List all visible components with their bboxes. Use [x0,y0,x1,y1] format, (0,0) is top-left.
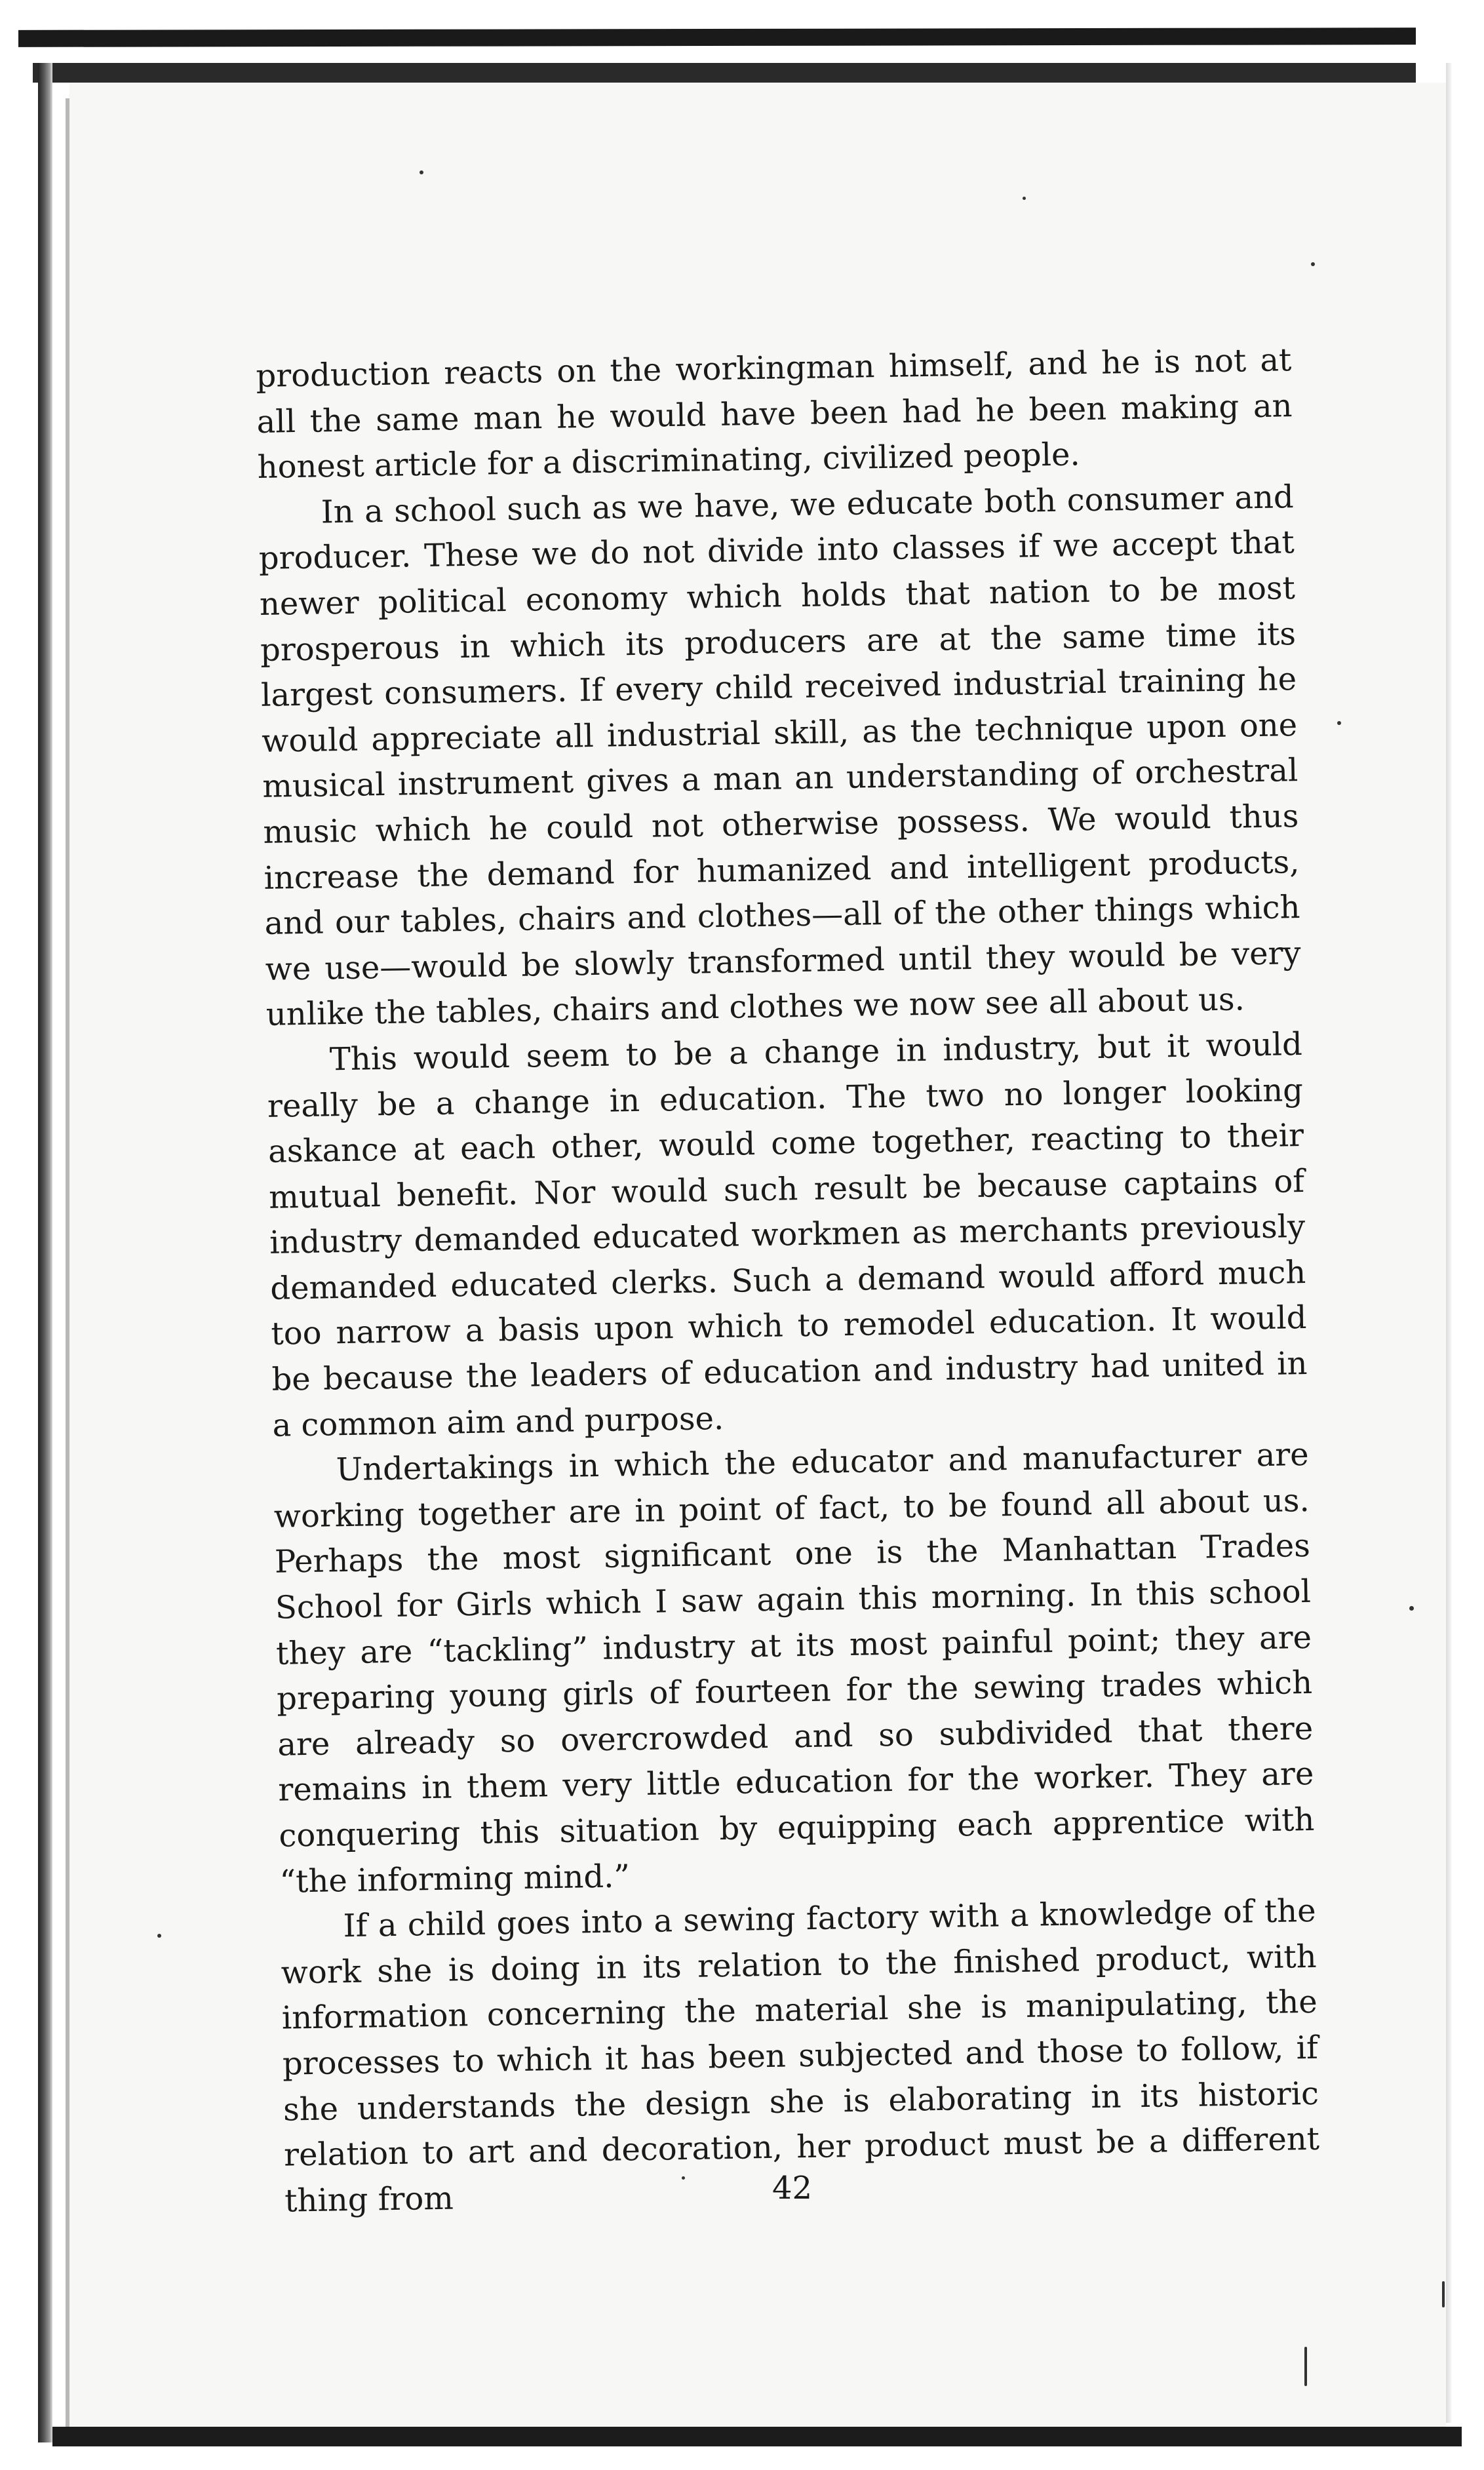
body-text [256,338,1321,2224]
paragraph-2: In a school such as we have, we educate both consumer and producer. These we do not divide into classes if we accept that newer political economy which holds that nation to be most prosperous in which its producers are at the same time its largest consumers. If every child received industrial training he would appreciate all industrial skill, as the technique upon one musical instrument gives a man an understanding of orchestral music which he could not otherwise possess. We would thus increase the demand for humanized and intelligent products, and our tables, chairs and clothes—all of the other things which we use—would be slowly transformed until they would be very unlike the tables, chairs and clothes we now see all about us. [258,478,1301,1034]
scan-speck [1311,262,1315,266]
scan-speck [1023,197,1026,200]
paragraph-5: If a child goes into a sewing factory with a knowledge of the work she is doing in its relation to the finished product, with information concerning the material she is manipulating, the processes to which it has been subjected and those to follow, if she understands the design she is elaborating in its historic relation to art and decoration, her product must be a different thing from [281,1892,1320,2220]
scan-speck [1409,1606,1414,1611]
paragraph-3: This would seem to be a change in industry, but it would really be a change in education. The two no longer looking askance at each other, would come together, reacting to their mutual benefit. Nor would such result be because captains of industry demanded educated workmen as merchants previously demanded educated clerks. Such a demand would afford much too narrow a basis upon which to remodel education. It would be because the leaders of education and industry had united in a common aim and purpose. [267,1025,1308,1444]
paragraph-4: Undertakings in which the educator and manufacturer are working together are in point of fact, to be found all about us. Perhaps the most significant one is the Manhattan Trades School for Girls which I saw again this morning. In this school they are “tackling” industry at its most painful point; they are preparing young girls of fourteen for the sewing trades which are already so overcrowded and so subdivided that there remains in them very little education for the worker. They are conquering this situation by equipping each apprentice with “the informing mind.” [273,1436,1315,1900]
page-left-edge [66,98,69,2432]
scan-speck [157,1934,161,1938]
scan-border-left [38,63,52,2442]
scan-speck [420,170,423,174]
scan-speck [1304,2347,1307,2386]
scan-border-top-inner [33,63,1416,83]
paragraph-1: production reacts on the workingman himself, and he is not at all the same man he would have been had he been making an honest article for a discriminating, civilized people. [256,342,1293,486]
scan-speck [682,2176,685,2180]
scan-border-top [18,28,1416,47]
scan-speck [1442,2281,1445,2307]
scan-speck [1337,721,1341,725]
scan-border-bottom [52,2427,1462,2446]
page-number: 42 [772,2170,813,2206]
scan-border-right [1446,63,1451,2423]
